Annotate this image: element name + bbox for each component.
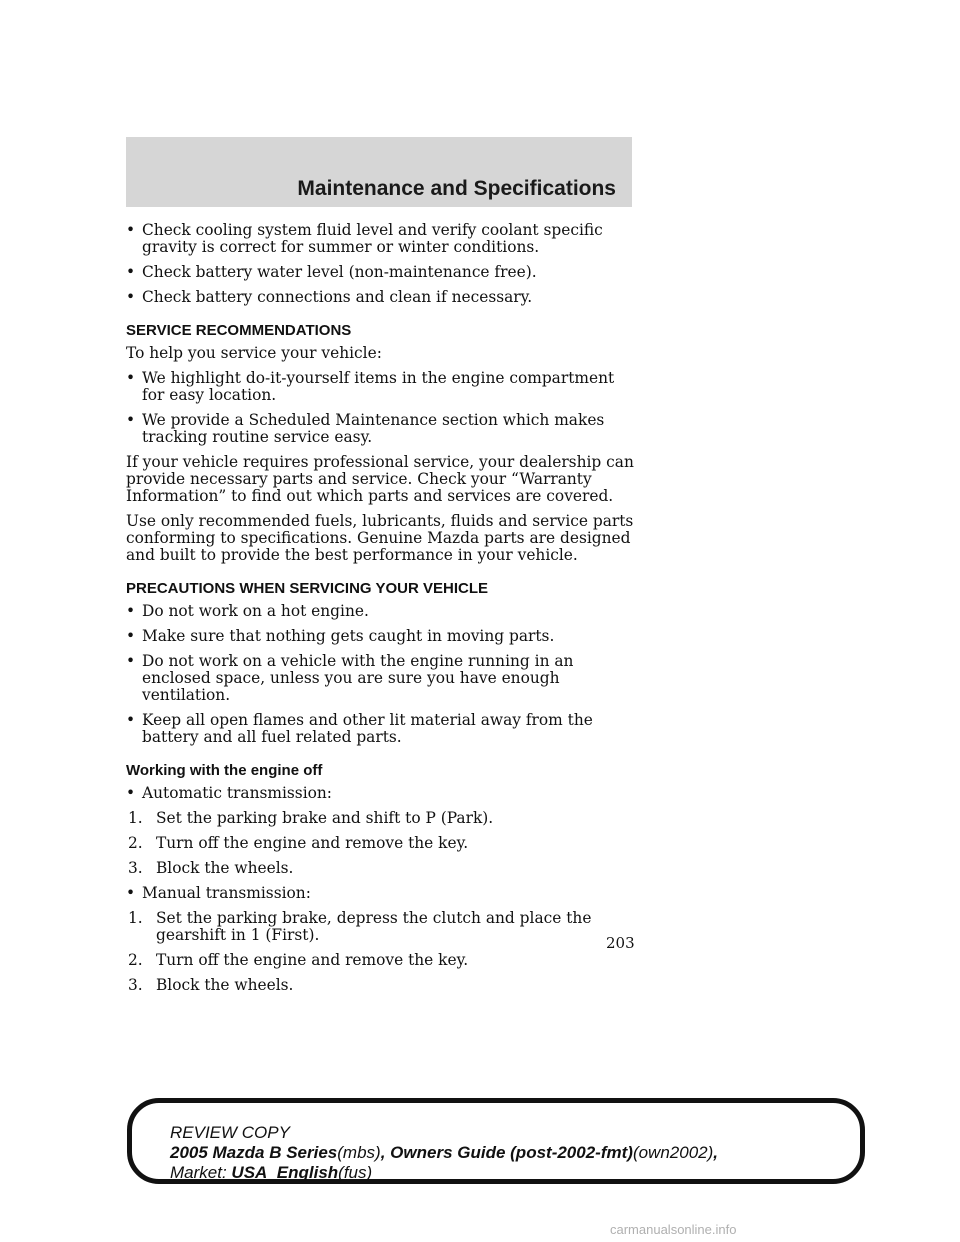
step-item: 2. Turn off the engine and remove the key.: [128, 834, 469, 852]
review-model-line: 2005 Mazda B Series(mbs), Owners Guide (post-2002-fmt)(own2002),: [170, 1143, 718, 1162]
page-number: 203: [606, 934, 635, 952]
step-item: 2. Turn off the engine and remove the key.: [128, 951, 469, 969]
watermark: carmanualsonline.info: [610, 1222, 737, 1237]
review-copy-label: REVIEW COPY: [170, 1123, 290, 1142]
list-item: • Keep all open flames and other lit material away from the battery and all fuel related parts.: [126, 711, 593, 746]
step-item: 1. Set the parking brake and shift to P (Park).: [128, 809, 494, 827]
list-item: • Make sure that nothing gets caught in moving parts.: [126, 627, 555, 645]
review-market-line: Market: USA_English(fus): [170, 1163, 373, 1182]
heading-engine-off: Working with the engine off: [126, 762, 323, 779]
list-item: • Automatic transmission:: [126, 784, 332, 802]
heading-precautions: PRECAUTIONS WHEN SERVICING YOUR VEHICLE: [126, 580, 488, 597]
step-item: 3. Block the wheels.: [128, 976, 294, 994]
list-item: • Check battery connections and clean if necessary.: [126, 288, 533, 306]
section-header-band: [126, 137, 632, 207]
heading-service-recommendations: SERVICE RECOMMENDATIONS: [126, 322, 352, 339]
page-content: [126, 222, 636, 1002]
list-item: • We provide a Scheduled Maintenance section which makes tracking routine service easy.: [126, 411, 605, 446]
list-item: • Do not work on a hot engine.: [126, 602, 369, 620]
step-item: 3. Block the wheels.: [128, 859, 294, 877]
section-title: Maintenance and Specifications: [297, 177, 616, 200]
review-copy-text: [170, 1123, 718, 1183]
list-item: • Check cooling system fluid level and verify coolant specific gravity is correct for summer or winter conditions.: [126, 221, 603, 256]
paragraph-recommended-parts: Use only recommended fuels, lubricants, fluids and service parts conforming to specifications. Genuine Mazda parts are designed and built to provide the best performance in your vehicle.: [126, 512, 634, 564]
service-intro: To help you service your vehicle:: [126, 344, 382, 362]
list-item: • Check battery water level (non-maintenance free).: [126, 263, 537, 281]
list-item: • Do not work on a vehicle with the engine running in an enclosed space, unless you are sure you have enough ventilation.: [126, 652, 574, 704]
list-item: • Manual transmission:: [126, 884, 311, 902]
list-item: • We highlight do-it-yourself items in the engine compartment for easy location.: [126, 369, 615, 404]
step-item: 1. Set the parking brake, depress the clutch and place the gearshift in 1 (First).: [128, 909, 592, 944]
paragraph-professional-service: If your vehicle requires professional service, your dealership can provide necessary parts and service. Check your “Warranty Information” to find out which parts and services are covered.: [126, 453, 634, 505]
review-copy-box: [127, 1098, 865, 1184]
